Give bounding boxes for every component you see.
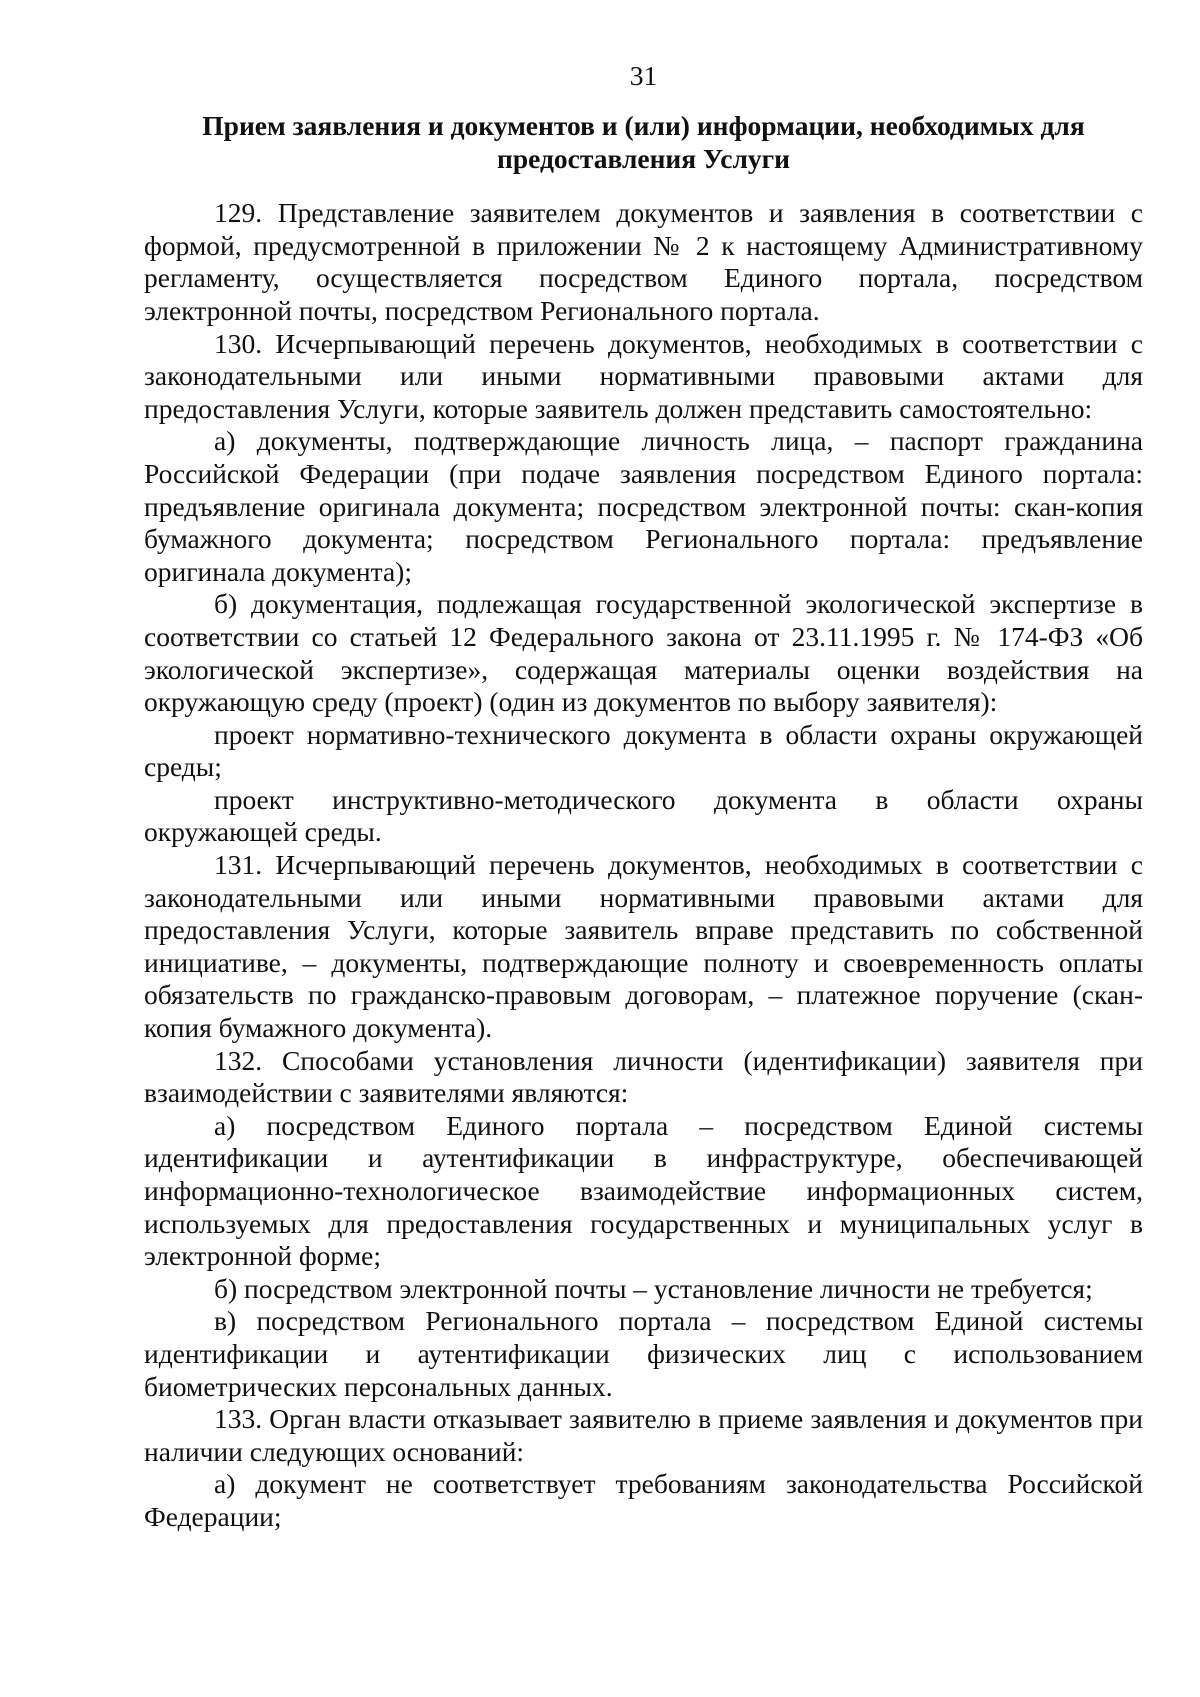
paragraph-130-b-item-2: проект инструктивно-методического документа в области охраны окружающей среды. <box>144 783 1143 848</box>
paragraph-130-b-item-1: проект нормативно-технического документа в области охраны окружающей среды; <box>144 718 1143 783</box>
paragraph-130: 130. Исчерпывающий перечень документов, необходимых в соответствии с законодательными или иными нормативными правовыми актами для предоставления Услуги, которые заявитель должен представить самостоятельно: <box>144 327 1143 424</box>
paragraph-129: 129. Представление заявителем документов и заявления в соответствии с формой, предусмотренной в приложении № 2 к настоящему Административному регламенту, осуществляется посредством Единого портала, посредством электронной почты, посредством Регионального портала. <box>144 197 1143 326</box>
paragraph-133: 133. Орган власти отказывает заявителю в приеме заявления и документов при наличии следующих оснований: <box>144 1403 1143 1467</box>
document-page <box>144 60 1143 1534</box>
paragraph-130-a: а) документы, подтверждающие личность лица, – паспорт гражданина Российской Федерации (при подаче заявления посредством Единого портала: предъявление оригинала документа; посредством электронной почты: скан-копия бумажного документа; посредством Регионального портала: предъявление оригинала документа); <box>144 425 1143 587</box>
paragraph-132-a: а) посредством Единого портала – посредством Единой системы идентификации и аутентификации в инфраструктуре, обеспечивающей информационно-технологическое взаимодействие информационных систем, используемых для предоставления государственных и муниципальных услуг в электронной форме; <box>144 1109 1143 1272</box>
paragraph-133-a: а) документ не соответствует требованиям законодательства Российской Федерации; <box>144 1468 1143 1532</box>
paragraph-132-c: в) посредством Регионального портала – посредством Единой системы идентификации и аутентификации физических лиц с использованием биометрических персональных данных. <box>144 1305 1143 1402</box>
section-heading-line-2: предоставления Услуги <box>497 142 790 174</box>
paragraph-132-b: б) посредством электронной почты – установление личности не требуется; <box>214 1272 1093 1304</box>
paragraph-130-b: б) документация, подлежащая государственной экологической экспертизе в соответствии со статьей 12 Федерального закона от 23.11.1995 г. № 174-ФЗ «Об экологической экспертизе», содержащая материалы оценки воздействия на окружающую среду (проект) (один из документов по выбору заявителя): <box>144 588 1143 718</box>
section-heading <box>144 110 1143 175</box>
paragraph-132: 132. Способами установления личности (идентификации) заявителя при взаимодействии с заявителями являются: <box>144 1044 1143 1109</box>
paragraph-131: 131. Исчерпывающий перечень документов, необходимых в соответствии с законодательными или иными нормативными правовыми актами для предоставления Услуги, которые заявитель вправе представить по собственной инициативе, – документы, подтверждающие полноту и своевременность оплаты обязательств по гражданско-правовым договорам, – платежное поручение (скан-копия бумажного документа). <box>144 849 1143 1044</box>
section-heading-line-1: Прием заявления и документов и (или) информации, необходимых для <box>202 110 1085 141</box>
page-number: 31 <box>629 60 658 91</box>
